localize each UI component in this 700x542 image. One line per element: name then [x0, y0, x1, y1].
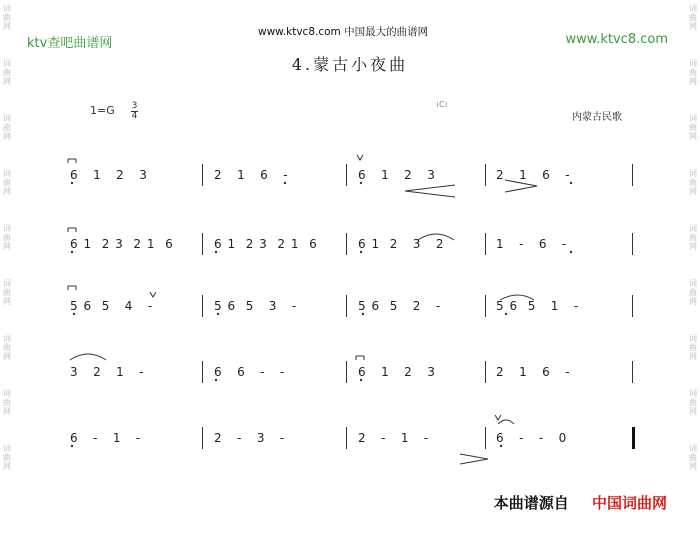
watermark-glyph: 词 [3, 169, 11, 178]
watermark-glyph: 网 [689, 22, 697, 31]
down-bow-mark [68, 228, 76, 232]
up-bow-mark [357, 155, 363, 160]
watermark-glyph: 曲 [3, 343, 11, 352]
measure: 6 - 1 - [70, 431, 142, 445]
time-signature-top: 3 [131, 101, 138, 111]
fermata-mark [498, 420, 514, 424]
measure: 2 1 6 - [214, 168, 289, 182]
measure: 6 6 - - [214, 365, 286, 379]
watermark-glyph: 曲 [689, 453, 697, 462]
watermark-glyph: 词 [3, 334, 11, 343]
watermark-glyph: 词 [3, 114, 11, 123]
measure: 5 6 5 2 - [358, 299, 442, 313]
measure: 6 1 2 3 [358, 365, 436, 379]
measure: 1 - 6 - [496, 237, 568, 251]
crescendo-hairpin [405, 185, 455, 197]
watermark-glyph: 词 [689, 444, 697, 453]
watermark-glyph: 网 [689, 462, 697, 471]
decrescendo-hairpin [460, 454, 488, 464]
watermark-glyph: 曲 [689, 288, 697, 297]
watermark-glyph: 网 [689, 187, 697, 196]
time-signature-bottom: 4 [131, 111, 138, 121]
measure: 6 1 2 3 2 [358, 237, 445, 251]
watermark-glyph: 曲 [689, 68, 697, 77]
down-bow-mark [68, 159, 76, 163]
watermark-glyph: 曲 [689, 398, 697, 407]
watermark-glyph: 曲 [689, 233, 697, 242]
watermark-glyph: 词 [689, 4, 697, 13]
measure: 6 1 2 3 2 1 6 [70, 237, 174, 251]
watermark-glyph: 词 [689, 389, 697, 398]
up-bow-mark [150, 292, 156, 297]
watermark-glyph: 曲 [3, 13, 11, 22]
header-right-site-url: www.ktvc8.com [565, 32, 668, 47]
measure: 5 6 5 3 - [214, 299, 298, 313]
down-bow-mark [356, 356, 364, 360]
measure: 6 1 2 3 [70, 168, 148, 182]
watermark-glyph: 曲 [689, 343, 697, 352]
watermark-glyph: 词 [689, 224, 697, 233]
watermark-glyph: 词 [3, 224, 11, 233]
watermark-glyph: 网 [689, 407, 697, 416]
watermark-glyph: 曲 [3, 453, 11, 462]
watermark-glyph: 网 [689, 132, 697, 141]
watermark-glyph: 词 [689, 169, 697, 178]
watermark-glyph: 网 [3, 77, 11, 86]
watermark-glyph: 网 [3, 132, 11, 141]
watermark-glyph: 曲 [3, 398, 11, 407]
watermark-glyph: 曲 [3, 233, 11, 242]
watermark-glyph: 词 [3, 389, 11, 398]
measure: 3 2 1 - [70, 365, 145, 379]
watermark-glyph: 曲 [3, 68, 11, 77]
source-label: 本曲谱源自 [493, 494, 569, 512]
watermark-glyph: 网 [3, 22, 11, 31]
measure: 2 1 6 - [496, 365, 571, 379]
watermark-glyph: 曲 [689, 123, 697, 132]
watermark-glyph: 词 [3, 4, 11, 13]
up-bow-mark [495, 415, 501, 420]
watermark-glyph: 网 [689, 77, 697, 86]
measure: 6 1 2 3 [358, 168, 436, 182]
score-title: 4.蒙古小夜曲 [291, 55, 409, 74]
watermark-glyph: 词 [689, 114, 697, 123]
watermark-glyph: 词 [689, 279, 697, 288]
slur-mark [500, 295, 534, 300]
measure: 5 6 5 4 - [70, 299, 154, 313]
measure: 2 - 3 - [214, 431, 286, 445]
watermark-glyph: 词 [3, 444, 11, 453]
watermark-glyph: 网 [3, 407, 11, 416]
source-brand: 中国词曲网 [591, 494, 667, 512]
watermark-glyph: 曲 [689, 178, 697, 187]
watermark-glyph: 词 [689, 59, 697, 68]
watermark-glyph: 曲 [689, 13, 697, 22]
watermark-glyph: 网 [3, 297, 11, 306]
watermark-glyph: 网 [3, 462, 11, 471]
header-left-site-name: ktv查吧曲谱网 [27, 36, 113, 51]
slur-mark [70, 354, 106, 360]
tempo-mark: ≀C≀ [436, 100, 448, 109]
key-signature: 1=G [90, 104, 115, 117]
header-center-site-tagline: www.ktvc8.com 中国最大的曲谱网 [258, 26, 429, 38]
measure: 5 6 5 1 - [496, 299, 580, 313]
watermark-glyph: 曲 [3, 178, 11, 187]
measure: 6 1 2 3 2 1 6 [214, 237, 318, 251]
watermark-glyph: 曲 [3, 123, 11, 132]
composer-credit: 内蒙古民歌 [572, 112, 622, 123]
source-credit [494, 492, 667, 513]
slur-mark [418, 234, 454, 240]
measure: 2 - 1 - [358, 431, 430, 445]
watermark-glyph: 词 [3, 279, 11, 288]
watermark-glyph: 词 [689, 334, 697, 343]
watermark-glyph: 词 [3, 59, 11, 68]
watermark-glyph: 网 [689, 297, 697, 306]
decrescendo-hairpin [505, 180, 537, 192]
watermark-glyph: 网 [3, 242, 11, 251]
measure: 6 - - 0 [496, 431, 568, 445]
watermark-glyph: 网 [3, 352, 11, 361]
watermark-glyph: 曲 [3, 288, 11, 297]
down-bow-mark [68, 286, 76, 290]
watermark-glyph: 网 [689, 352, 697, 361]
watermark-glyph: 网 [3, 187, 11, 196]
measure: 2 1 6 - [496, 168, 571, 182]
watermark-glyph: 网 [689, 242, 697, 251]
